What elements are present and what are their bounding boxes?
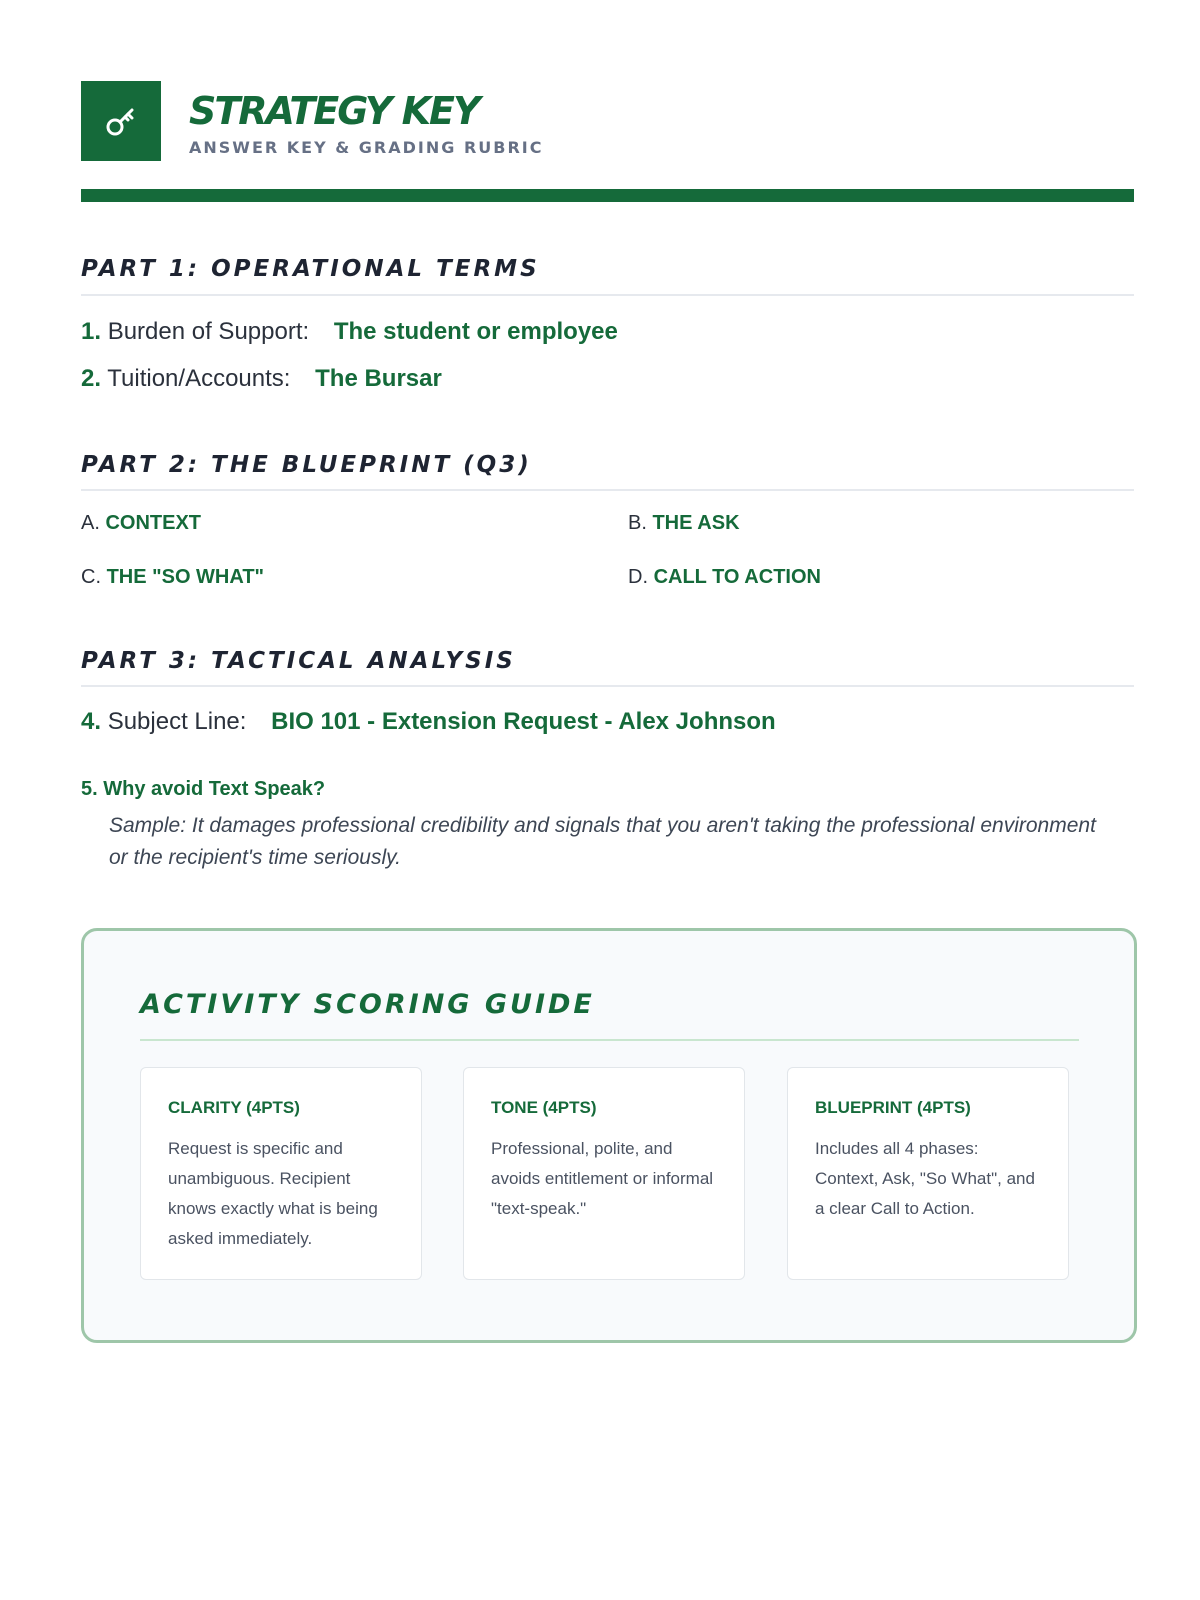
page-title: STRATEGY KEY <box>189 89 479 133</box>
term-number: 2. <box>81 365 102 392</box>
scoring-guide-divider <box>140 1039 1079 1041</box>
question-5-title: 5. Why avoid Text Speak? <box>81 778 326 800</box>
term-row <box>81 365 442 393</box>
header-divider <box>81 189 1134 202</box>
term-number: 1. <box>81 318 102 345</box>
subject-line-row <box>81 708 776 736</box>
question-label: Subject Line: <box>107 708 247 735</box>
subject-line-answer: BIO 101 - Extension Request - Alex Johnson <box>271 708 776 735</box>
blueprint-letter: B. <box>628 512 647 534</box>
term-row <box>81 318 618 346</box>
part1-title: PART 1: OPERATIONAL TERMS <box>81 256 540 282</box>
blueprint-item <box>81 512 201 535</box>
card-body: Includes all 4 phases: Context, Ask, "So What", and a clear Call to Action. <box>815 1139 1035 1218</box>
card-body: Professional, polite, and avoids entitlement or informal "text-speak." <box>491 1139 714 1218</box>
part1-divider <box>81 294 1134 296</box>
blueprint-letter: D. <box>628 566 648 588</box>
scoring-guide-title: ACTIVITY SCORING GUIDE <box>140 989 595 1020</box>
scoring-card-blueprint <box>787 1067 1069 1280</box>
key-icon <box>101 101 141 141</box>
card-body: Request is specific and unambiguous. Recipient knows exactly what is being asked immediately. <box>168 1139 378 1248</box>
blueprint-answer: THE "SO WHAT" <box>106 566 265 588</box>
blueprint-answer: CONTEXT <box>105 512 202 534</box>
scoring-card-clarity <box>140 1067 422 1280</box>
card-title: CLARITY (4PTS) <box>168 1098 300 1117</box>
blueprint-item <box>628 512 740 535</box>
blueprint-letter: A. <box>81 512 100 534</box>
scoring-guide <box>81 928 1137 1343</box>
question-number: 4. <box>81 708 102 735</box>
term-label: Tuition/Accounts: <box>107 365 291 392</box>
logo <box>81 81 161 161</box>
part2-divider <box>81 489 1134 491</box>
question-5-sample-answer: Sample: It damages professional credibility and signals that you aren't taking the professional environment or the recipient's time seriously. <box>109 814 1096 869</box>
term-answer: The Bursar <box>315 365 442 392</box>
blueprint-answer: THE ASK <box>652 512 740 534</box>
page-subtitle: ANSWER KEY & GRADING RUBRIC <box>189 138 544 157</box>
blueprint-item <box>81 566 264 589</box>
part2-title: PART 2: THE BLUEPRINT (Q3) <box>81 452 532 478</box>
blueprint-answer: CALL TO ACTION <box>653 566 821 588</box>
term-label: Burden of Support: <box>107 318 310 345</box>
term-answer: The student or employee <box>333 318 618 345</box>
scoring-card-tone <box>463 1067 745 1280</box>
card-title: TONE (4PTS) <box>491 1098 597 1117</box>
card-title: BLUEPRINT (4PTS) <box>815 1098 971 1117</box>
blueprint-letter: C. <box>81 566 101 588</box>
blueprint-item <box>628 566 821 589</box>
part3-divider <box>81 685 1134 687</box>
part3-title: PART 3: TACTICAL ANALYSIS <box>81 648 516 674</box>
